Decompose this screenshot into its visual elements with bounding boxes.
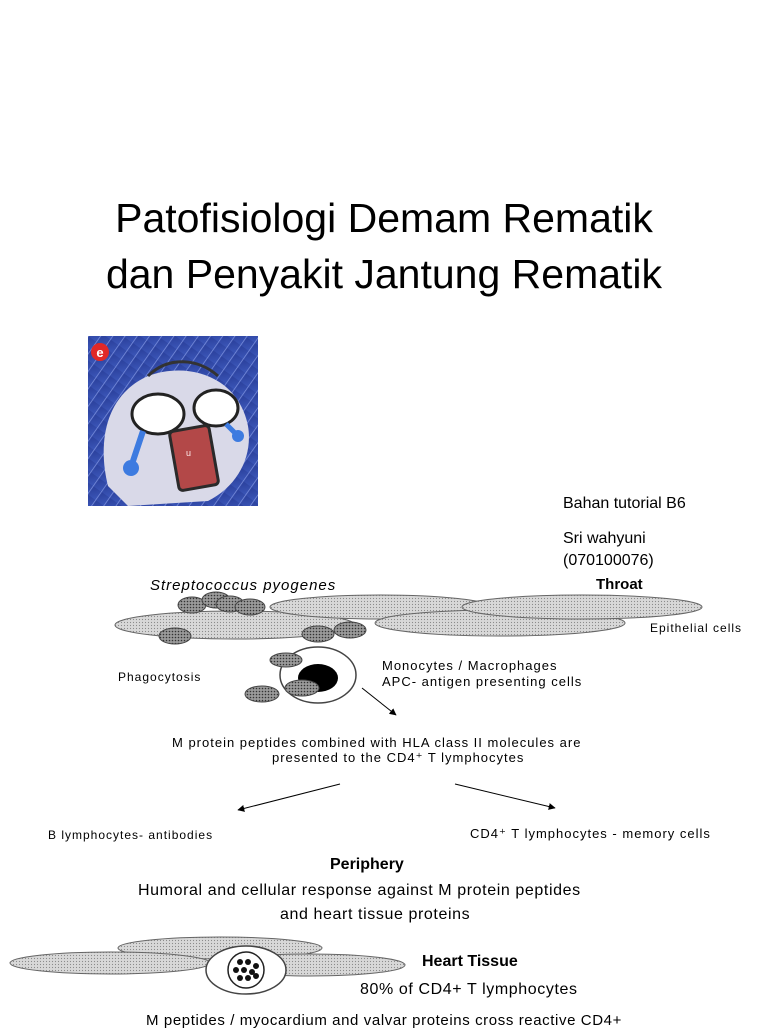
- epithelial-cells-label: Epithelial cells: [650, 621, 743, 635]
- arrow-to-cd4-cells: [455, 784, 555, 808]
- throat-label: Throat: [596, 576, 643, 593]
- author-id: (070100076): [563, 552, 654, 569]
- monocytes-label: Monocytes / Macrophages: [382, 658, 558, 673]
- b-lymphocytes-label: B lymphocytes- antibodies: [48, 828, 214, 842]
- presentation-line-2: presented to the CD4⁺ T lymphocytes: [272, 750, 525, 765]
- apc-label: APC- antigen presenting cells: [382, 674, 583, 689]
- periphery-line-2: and heart tissue proteins: [280, 906, 471, 923]
- cartoon-badge-letter: e: [96, 345, 104, 360]
- heart-tissue-heading: Heart Tissue: [422, 953, 518, 970]
- heart-tissue-line-1: 80% of CD4+ T lymphocytes: [360, 981, 578, 998]
- cd4-memory-label: CD4⁺ T lymphocytes - memory cells: [470, 826, 711, 841]
- title-line-1: Patofisiologi Demam Rematik: [115, 195, 653, 241]
- author-name: Sri wahyuni: [563, 530, 646, 547]
- arrow-to-b-lymphocytes: [238, 784, 340, 810]
- phagocytosis-label: Phagocytosis: [118, 670, 202, 684]
- presentation-line-1: M protein peptides combined with HLA class II molecules are: [172, 735, 582, 750]
- heart-tissue-cells-shape: [10, 937, 405, 994]
- organism-label: Streptococcus pyogenes: [150, 577, 337, 594]
- periphery-line-1: Humoral and cellular response against M protein peptides: [138, 882, 581, 899]
- periphery-heading: Periphery: [330, 856, 404, 873]
- macrophage-shape: [245, 647, 356, 703]
- heart-tissue-line-2: M peptides / myocardium and valvar proteins cross reactive CD4+: [146, 1012, 622, 1029]
- cartoon-card-letter: u: [186, 448, 192, 458]
- title-line-2: dan Penyakit Jantung Rematik: [105, 251, 663, 297]
- course-label: Bahan tutorial B6: [563, 495, 686, 512]
- arrow-to-presentation: [362, 688, 396, 715]
